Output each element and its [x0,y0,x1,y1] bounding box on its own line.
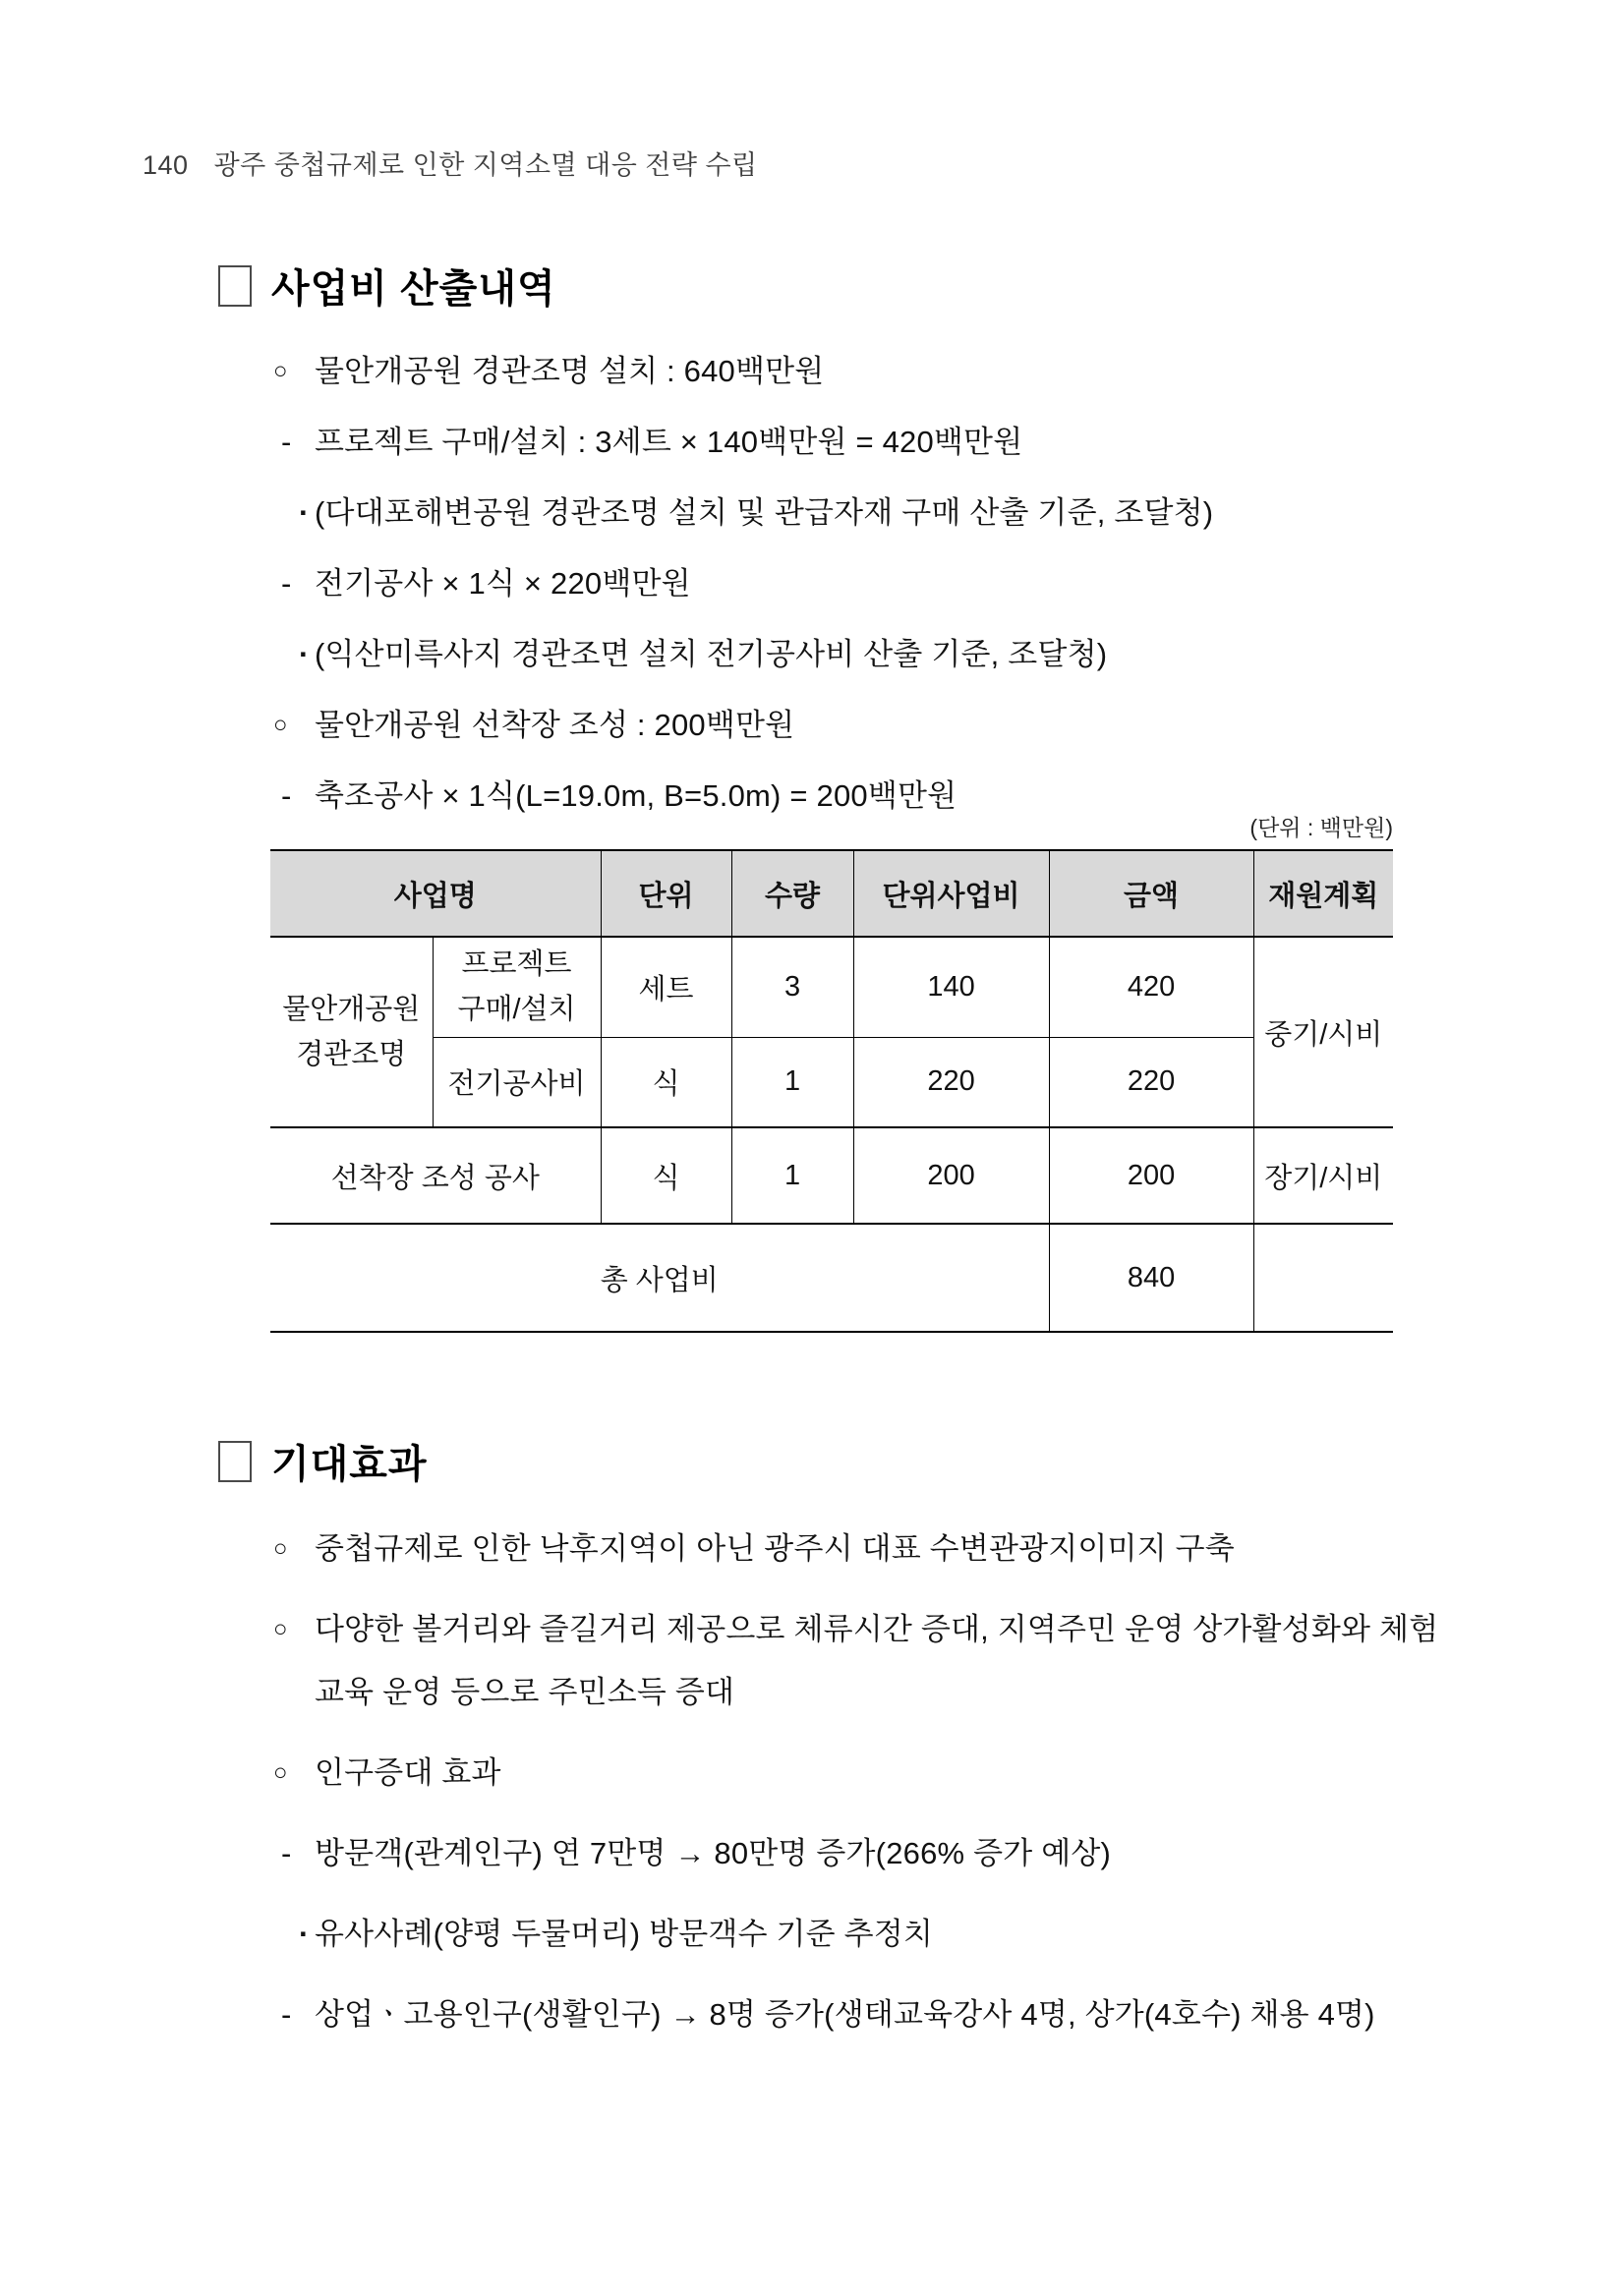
circle-bullet-icon: ○ [273,1759,288,1786]
cell-item: 전기공사비 [433,1037,601,1127]
cell-unit-cost: 140 [853,937,1049,1037]
cell-total-funding-empty [1253,1224,1393,1332]
list-item [273,350,1468,393]
section-title: 사업비 산출내역 [271,267,556,311]
cell-item: 프로젝트 구매/설치 [433,937,601,1037]
table-unit-note: (단위 : 백만원) [1249,815,1393,840]
header-qty: 수량 [731,850,853,937]
list-item-text: 유사사례(양평 두물머리) 방문객수 기준 추정치 [315,1917,934,1951]
list-item [273,421,1468,464]
list-item-text: 방문객(관계인구) 연 7만명 → 80만명 증가(266% 증가 예상) [315,1836,1112,1870]
cost-table [270,849,1393,1333]
cell-amount: 420 [1049,937,1253,1037]
header-funding: 재원계획 [1253,850,1393,937]
square-bullet-icon [218,1441,252,1482]
circle-bullet-icon: ○ [273,1616,288,1642]
list-item-text: 인구증대 효과 [315,1755,501,1790]
dash-bullet-icon: - [281,566,292,601]
cell-unit: 세트 [601,937,731,1037]
square-bullet-icon [218,265,252,307]
dot-bullet-icon: · [299,495,310,530]
cell-funding: 중기/시비 [1253,937,1393,1127]
list-item [273,1822,1468,1885]
section-title: 기대효과 [271,1443,428,1486]
cell-unit: 식 [601,1127,731,1224]
dot-bullet-icon: · [299,1917,310,1951]
list-item-text: 전기공사 × 1식 × 220백만원 [315,566,691,601]
cell-total-label: 총 사업비 [270,1224,1049,1332]
page-number: 140 [143,150,189,180]
list-item-text: 축조공사 × 1식(L=19.0m, B=5.0m) = 200백만원 [315,778,957,813]
list-item-text: 중첩규제로 인한 낙후지역이 아닌 광주시 대표 수변관광지이미지 구축 [315,1531,1235,1566]
cell-amount: 220 [1049,1037,1253,1127]
header-unit-cost: 단위사업비 [853,850,1049,937]
cell-qty: 1 [731,1037,853,1127]
list-item [273,1518,1468,1580]
cell-unit-cost: 200 [853,1127,1049,1224]
list-item [273,1742,1468,1805]
table-row [270,1037,1393,1127]
cell-group-name: 물안개공원 경관조명 [270,937,433,1127]
list-item-text: 다양한 볼거리와 즐길거리 제공으로 체류시간 증대, 지역주민 운영 상가활성화와 체험교육 운영 등으로 주민소득 증대 [315,1612,1439,1709]
list-item-text: (다대포해변공원 경관조명 설치 및 관급자재 구매 산출 기준, 조달청) [315,495,1214,530]
cost-table-container [270,849,1393,1333]
list-item-text: 프로젝트 구매/설치 : 3세트 × 140백만원 = 420백만원 [315,425,1023,459]
list-item-text: (익산미륵사지 경관조면 설치 전기공사비 산출 기준, 조달청) [315,637,1108,671]
dash-bullet-icon: - [281,778,292,813]
dash-bullet-icon: - [281,425,292,459]
document-title: 광주 중첩규제로 인한 지역소멸 대응 전략 수립 [213,150,758,180]
table-row [270,937,1393,1037]
dash-bullet-icon: - [281,1836,292,1870]
cell-unit-cost: 220 [853,1037,1049,1127]
list-item [273,562,1468,605]
dot-bullet-icon: · [299,637,310,671]
list-item [273,491,1468,535]
section-heading-effect [218,1433,428,1489]
list-item [273,1903,1468,1966]
table-header-row [270,850,1393,937]
cell-project-name: 선착장 조성 공사 [270,1127,601,1224]
circle-bullet-icon: ○ [273,358,288,384]
cell-funding: 장기/시비 [1253,1127,1393,1224]
circle-bullet-icon: ○ [273,1535,288,1562]
list-item [273,1983,1468,2046]
dash-bullet-icon: - [281,1997,292,2032]
list-item [273,704,1468,747]
table-total-row [270,1224,1393,1332]
list-item-text: 물안개공원 선착장 조성 : 200백만원 [315,708,795,742]
header-project: 사업명 [270,850,601,937]
header-unit: 단위 [601,850,731,937]
cell-amount: 200 [1049,1127,1253,1224]
cell-unit: 식 [601,1037,731,1127]
table-row [270,1127,1393,1224]
list-item-text: 물안개공원 경관조명 설치 : 640백만원 [315,354,825,388]
list-item [273,633,1468,676]
header-amount: 금액 [1049,850,1253,937]
list-item [273,1598,1468,1724]
list-item-text: 상업ㆍ고용인구(생활인구) → 8명 증가(생태교육강사 4명, 상가(4호수) 채용 4명) [315,1997,1375,2032]
section-heading-budget [218,258,556,314]
cell-qty: 1 [731,1127,853,1224]
cell-qty: 3 [731,937,853,1037]
effect-bullet-list [273,1518,1468,2064]
circle-bullet-icon: ○ [273,712,288,738]
page-running-header [143,144,758,182]
cell-total-amount: 840 [1049,1224,1253,1332]
